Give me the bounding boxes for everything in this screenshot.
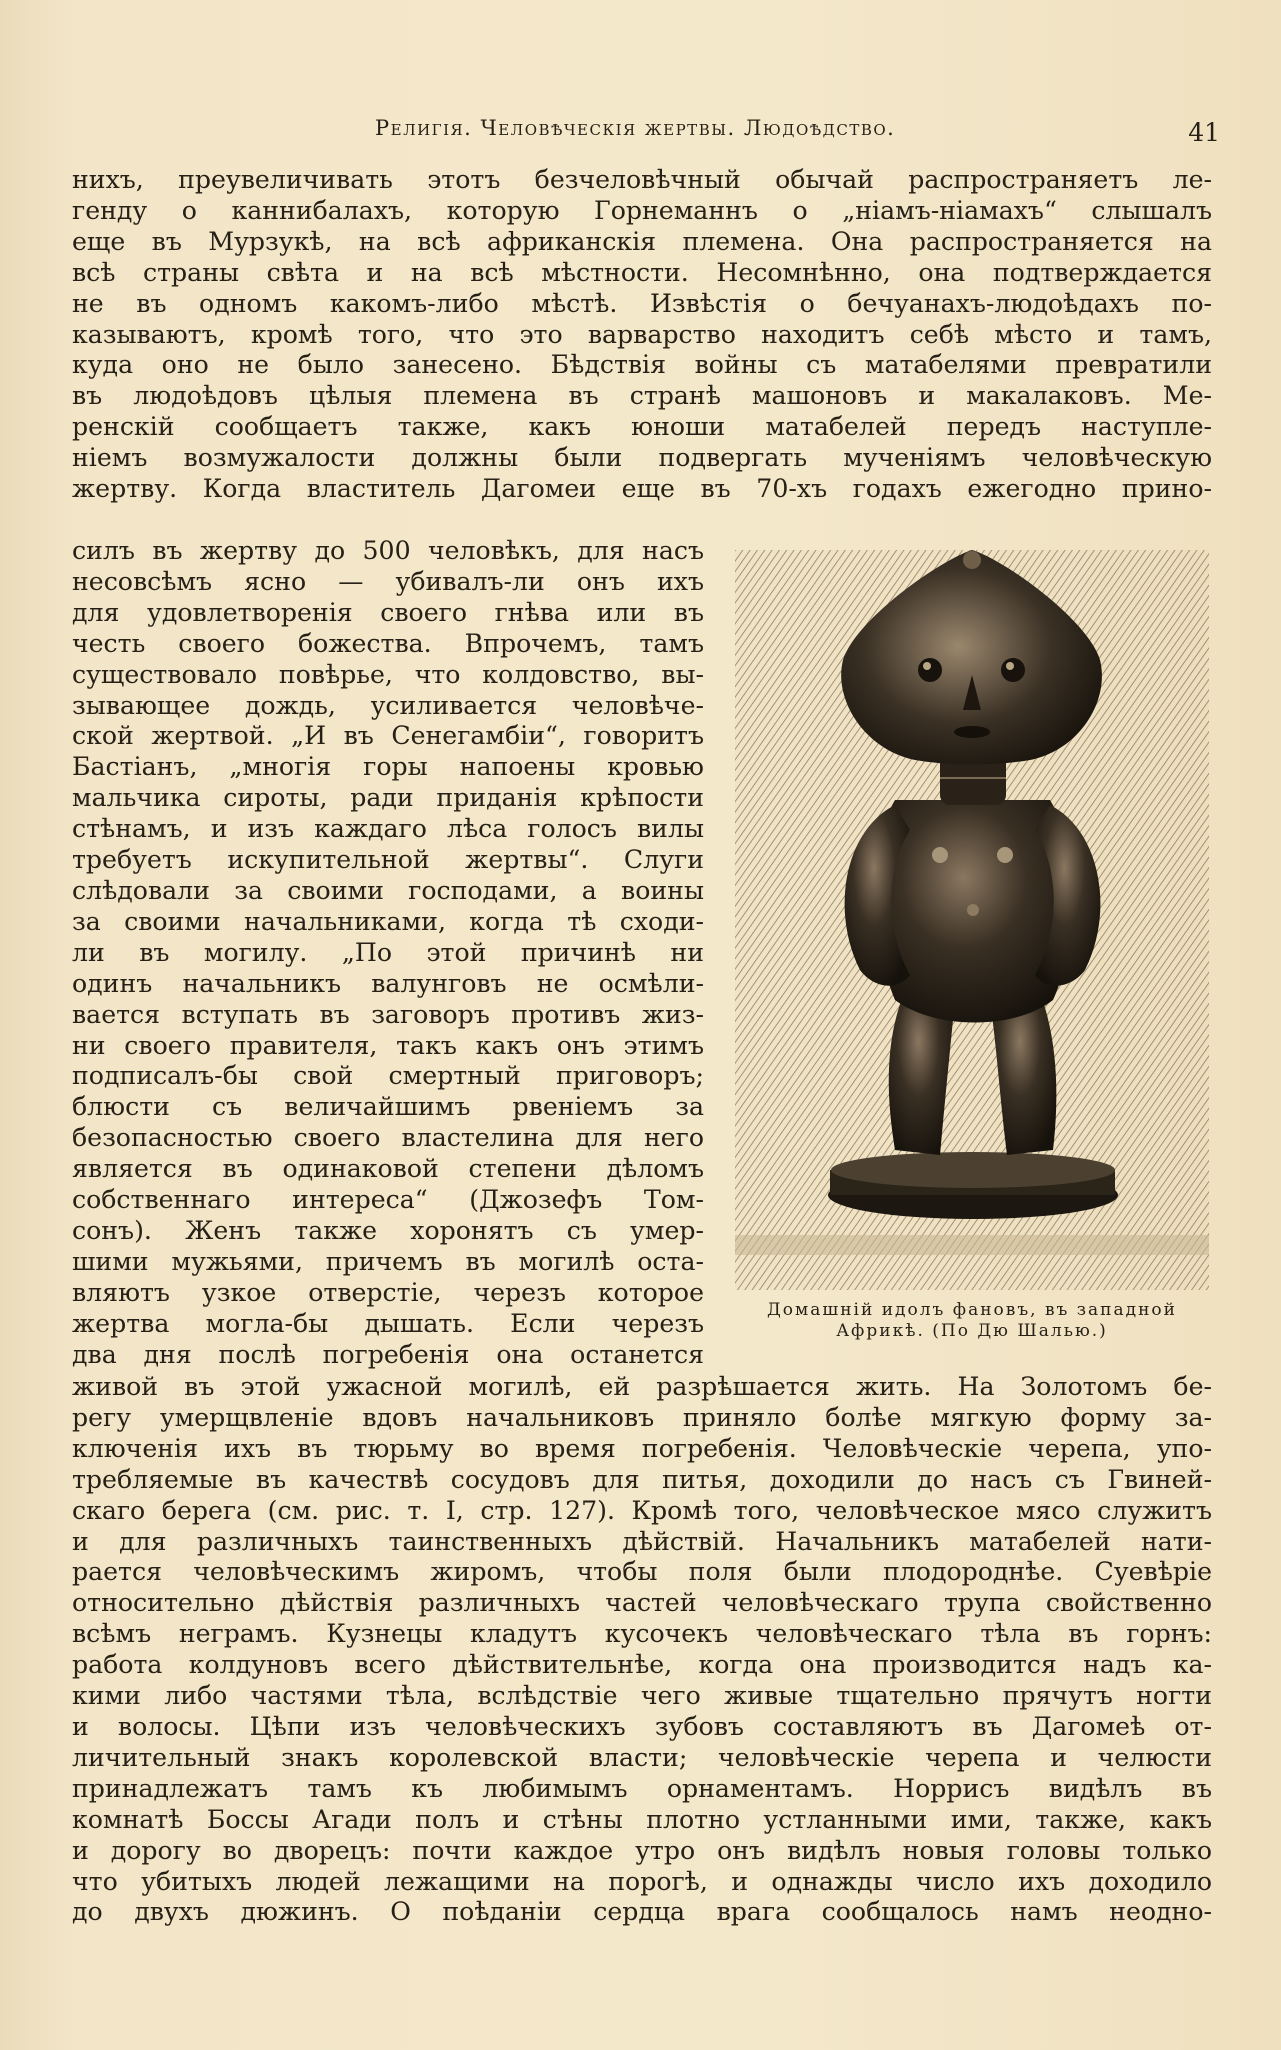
text-line: нихъ, преувеличивать этотъ безчеловѣчный обычай распространяетъ ле- xyxy=(72,165,1212,194)
text-line: и дорогу во дворецъ: почти каждое утро онъ видѣлъ новыя головы только xyxy=(72,1835,1212,1865)
text-line: работа колдуновъ всего дѣйствительнѣе, когда она производится надъ ка- xyxy=(72,1650,1212,1680)
caption-line-2: Африкѣ. (По Дю Шалью.) xyxy=(836,1321,1108,1341)
text-line: требляемые въ качествѣ сосудовъ для питья, доходили до насъ съ Гвиней- xyxy=(72,1464,1212,1494)
text-line: два дня послѣ погребенія она останется xyxy=(72,1339,704,1369)
text-line: ской жертвой. „И въ Сенегамбіи“, говоритъ xyxy=(72,721,704,751)
text-line: несовсѣмъ ясно — убивалъ-ли онъ ихъ xyxy=(72,566,704,596)
text-block-beside-figure xyxy=(72,536,704,1370)
text-block-bottom xyxy=(72,1372,1212,1928)
text-line: одинъ начальникъ валунговъ не осмѣли- xyxy=(72,968,704,998)
text-line: жертва могла-бы дышать. Если черезъ xyxy=(72,1308,704,1338)
text-line: требуетъ искупительной жертвы“. Слуги xyxy=(72,845,704,875)
text-line: скаго берега (см. рис. т. I, стр. 127). Кромѣ того, человѣческое мясо служитъ xyxy=(72,1495,1212,1525)
figure xyxy=(735,550,1209,1341)
text-line: казываютъ, кромѣ того, что это варварство находитъ себѣ мѣсто и тамъ, xyxy=(72,319,1212,349)
text-line: что убитыхъ людей лежащими на порогѣ, и однажды число ихъ доходило xyxy=(72,1866,1212,1896)
text-line: принадлежатъ тамъ къ любимымъ орнаментамъ. Норрисъ видѣлъ въ xyxy=(72,1773,1212,1803)
text-line: является въ одинаковой степени дѣломъ xyxy=(72,1154,704,1184)
text-line: слѣдовали за своими господами, а воины xyxy=(72,875,704,905)
text-line: блюсти съ величайшимъ рвеніемъ за xyxy=(72,1092,704,1122)
text-line: силъ въ жертву до 500 человѣкъ, для насъ xyxy=(72,536,704,565)
text-line: личительный знакъ королевской власти; человѣческіе черепа и челюсти xyxy=(72,1742,1212,1772)
text-line: ренскій сообщаетъ также, какъ юноши матабелей передъ наступле- xyxy=(72,412,1212,442)
text-line: всѣ страны свѣта и на всѣ мѣстности. Несомнѣнно, она подтверждается xyxy=(72,257,1212,287)
text-line: честь своего божества. Впрочемъ, тамъ xyxy=(72,628,704,658)
text-line: въ людоѣдовъ цѣлыя племена въ странѣ машоновъ и макалаковъ. Ме- xyxy=(72,381,1212,411)
text-line: существовало повѣрье, что колдовство, вы- xyxy=(72,659,704,689)
text-line: ни своего правителя, такъ какъ онъ этимъ xyxy=(72,1030,704,1060)
figure-caption xyxy=(735,1300,1209,1342)
text-line: подписалъ-бы свой смертный приговоръ; xyxy=(72,1061,704,1091)
text-line: еще въ Мурзукѣ, на всѣ африканскія племена. Она распространяется на xyxy=(72,226,1212,256)
idol-eye-right xyxy=(1001,658,1025,682)
text-line: ли въ могилу. „По этой причинѣ ни xyxy=(72,937,704,967)
text-line: рается человѣческимъ жиромъ, чтобы поля были плодороднѣе. Суевѣріе xyxy=(72,1557,1212,1587)
text-line: и для различныхъ таинственныхъ дѣйствій. Начальникъ матабелей нати- xyxy=(72,1526,1212,1556)
idol-illustration xyxy=(735,550,1209,1290)
text-line: шими мужьями, причемъ въ могилѣ оста- xyxy=(72,1246,704,1276)
text-line: ключенія ихъ въ тюрьму во время погребенія. Человѣческіе черепа, упо- xyxy=(72,1433,1212,1463)
text-line: генду о каннибалахъ, которую Горнеманнъ о „ніамъ-ніамахъ“ слышалъ xyxy=(72,195,1212,225)
text-line: безопасностью своего властелина для него xyxy=(72,1123,704,1153)
text-line: куда оно не было занесено. Бѣдствія войны съ матабелями превратили xyxy=(72,350,1212,380)
text-line: регу умерщвленіе вдовъ начальниковъ приняло болѣе мягкую форму за- xyxy=(72,1402,1212,1432)
caption-line-1: Домашній идолъ фановъ, въ западной xyxy=(766,1300,1177,1320)
text-line: сонъ). Женъ также хоронятъ съ умер- xyxy=(72,1215,704,1245)
text-line: и волосы. Цѣпи изъ человѣческихъ зубовъ составляютъ въ Дагомеѣ от- xyxy=(72,1711,1212,1741)
idol-eye-left xyxy=(918,658,942,682)
text-line: вляютъ узкое отверстіе, черезъ которое xyxy=(72,1277,704,1307)
text-line: для удовлетворенія своего гнѣва или въ xyxy=(72,597,704,627)
text-line: зывающее дождь, усиливается человѣче- xyxy=(72,690,704,720)
header-title: Религія. Человѣческія жертвы. Людоѣдство. xyxy=(375,116,896,140)
text-line: ніемъ возмужалости должны были подвергать мученіямъ человѣческую xyxy=(72,443,1212,473)
text-line: живой въ этой ужасной могилѣ, ей разрѣшается жить. На Золотомъ бе- xyxy=(72,1372,1212,1401)
text-line: до двухъ дюжинъ. О поѣданіи сердца врага сообщалось намъ неодно- xyxy=(72,1897,1212,1927)
text-line: всѣмъ неграмъ. Кузнецы кладутъ кусочекъ человѣческаго тѣла въ горнъ: xyxy=(72,1619,1212,1649)
text-line: относительно дѣйствія различныхъ частей человѣческаго трупа свойственно xyxy=(72,1588,1212,1618)
running-header xyxy=(80,116,1220,156)
text-line: собственнаго интереса“ (Джозефъ Том- xyxy=(72,1185,704,1215)
page-number: 41 xyxy=(1188,118,1220,147)
text-line: мальчика сироты, ради приданія крѣпости xyxy=(72,783,704,813)
text-line: за своими начальниками, когда тѣ сходи- xyxy=(72,906,704,936)
text-line: комнатѣ Боссы Агади полъ и стѣны плотно устланными ими, также, какъ xyxy=(72,1804,1212,1834)
text-line: Бастіанъ, „многія горы напоены кровью xyxy=(72,752,704,782)
text-line: кими либо частями тѣла, вслѣдствіе чего живые тщательно прячутъ ногти xyxy=(72,1681,1212,1711)
text-block-top xyxy=(72,165,1212,505)
text-line: вается вступать въ заговоръ противъ жиз- xyxy=(72,999,704,1029)
text-line: стѣнамъ, и изъ каждаго лѣса голосъ вилы xyxy=(72,814,704,844)
text-line: жертву. Когда властитель Дагомеи еще въ 70-хъ годахъ ежегодно прино- xyxy=(72,474,1212,504)
text-line: не въ одномъ какомъ-либо мѣстѣ. Извѣстія о бечуанахъ-людоѣдахъ по- xyxy=(72,288,1212,318)
